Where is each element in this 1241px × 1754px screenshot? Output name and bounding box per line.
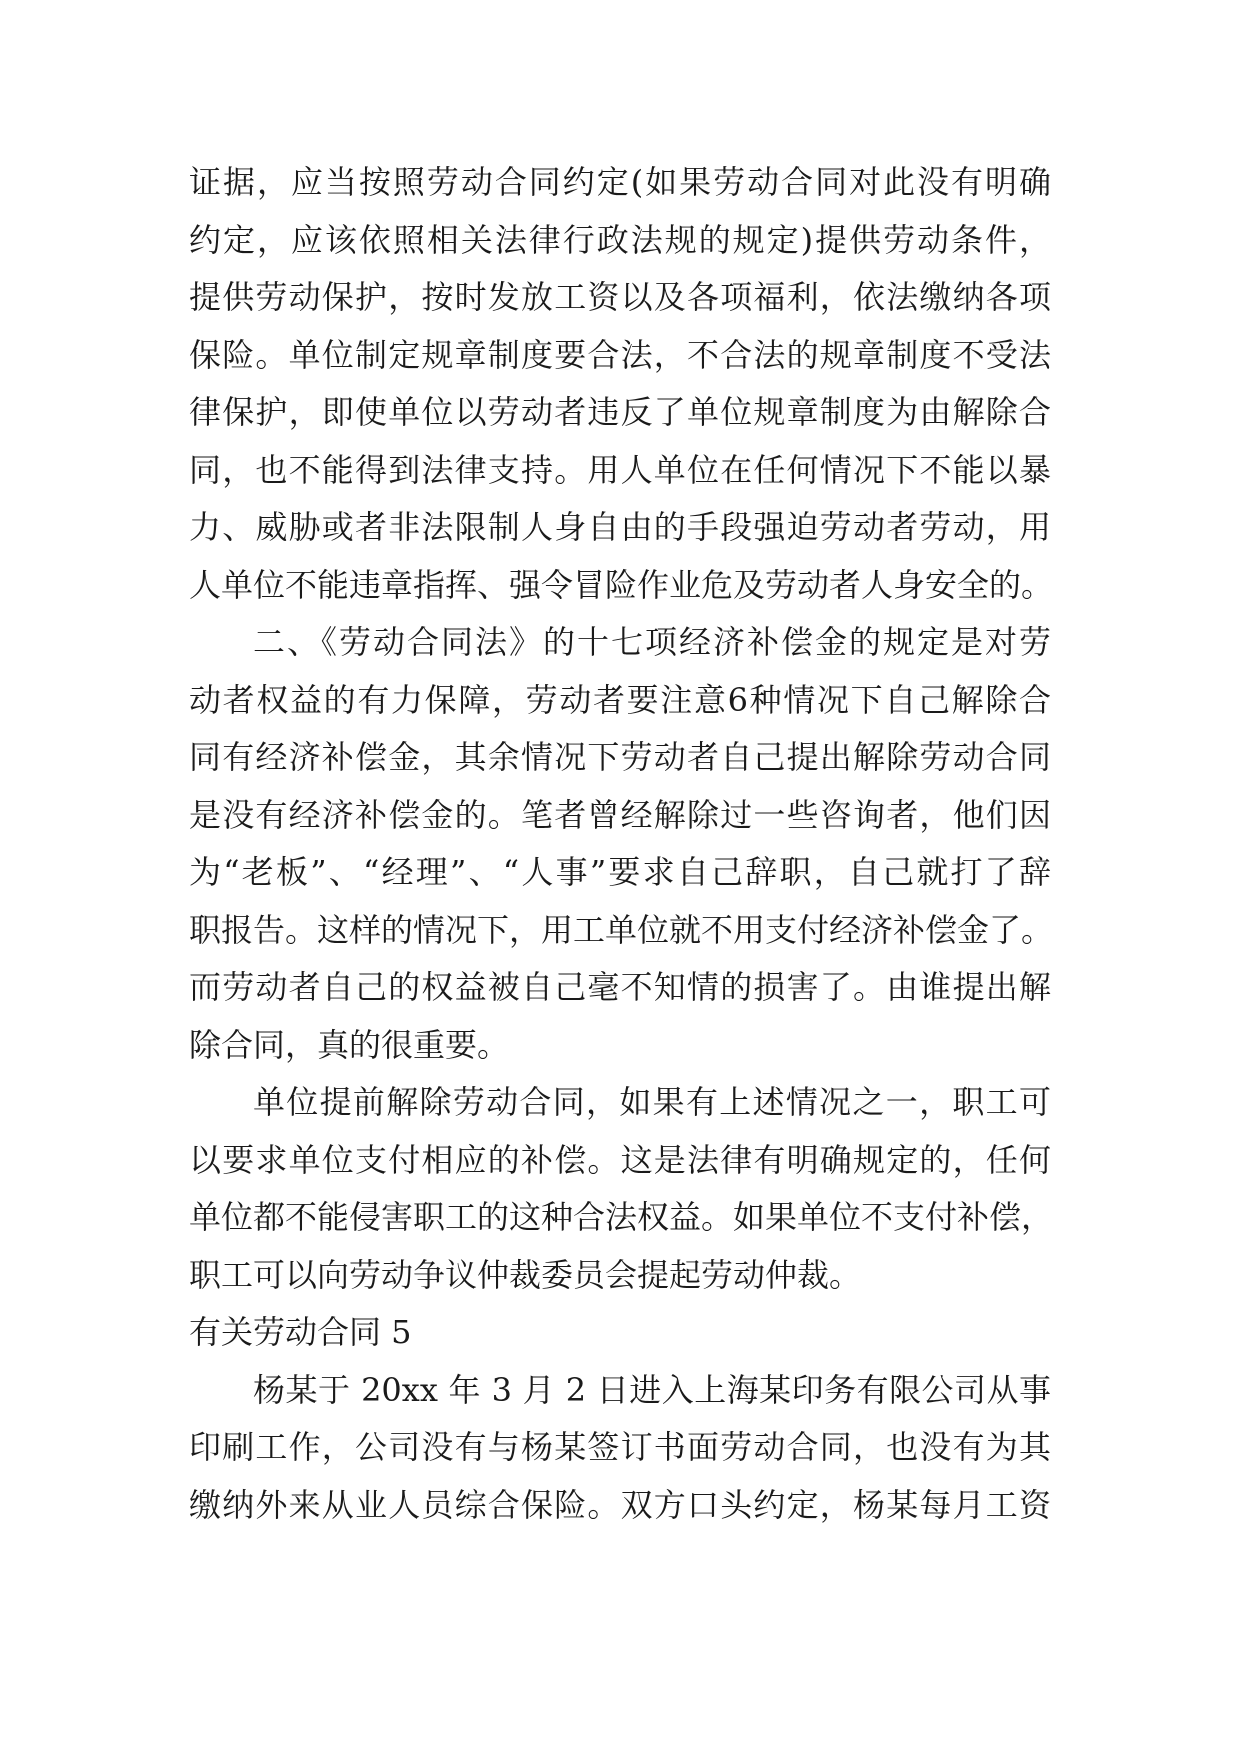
paragraph-case-yang bbox=[189, 1362, 1051, 1535]
text-line: 职报告。这样的情况下，用工单位就不用支付经济补偿金了。 bbox=[189, 910, 1054, 949]
text-line: 为“老板”、“经理”、“人事”要求自己辞职，自己就打了辞 bbox=[189, 853, 1051, 891]
text-line: 人单位不能违章指挥、强令冒险作业危及劳动者人身安全的。 bbox=[189, 565, 1054, 604]
text-line: 杨某于 20xx 年 3 月 2 日进入上海某印务有限公司从事 bbox=[253, 1370, 1051, 1409]
text-line: 提供劳动保护，按时发放工资以及各项福利，依法缴纳各项 bbox=[189, 278, 1051, 316]
text-line: 约定，应该依照相关法律行政法规的规定)提供劳动条件， bbox=[189, 220, 1051, 259]
text-line: 印刷工作，公司没有与杨某签订书面劳动合同，也没有为其 bbox=[189, 1428, 1051, 1466]
text-line: 同，也不能得到法律支持。用人单位在任何情况下不能以暴 bbox=[189, 450, 1051, 489]
text-line: 保险。单位制定规章制度要合法，不合法的规章制度不受法 bbox=[189, 335, 1051, 374]
paragraph-early-termination bbox=[189, 1074, 1054, 1304]
text-line: 是没有经济补偿金的。笔者曾经解除过一些咨询者，他们因 bbox=[189, 795, 1051, 834]
text-line: 而劳动者自己的权益被自己毫不知情的损害了。由谁提出解 bbox=[189, 968, 1051, 1006]
text-line: 证据，应当按照劳动合同约定(如果劳动合同对此没有明确 bbox=[189, 163, 1051, 201]
text-line: 同有经济补偿金，其余情况下劳动者自己提出解除劳动合同 bbox=[189, 738, 1051, 776]
paragraph-economic-compensation bbox=[189, 614, 1054, 1074]
text-line: 力、威胁或者非法限制人身自由的手段强迫劳动者劳动，用 bbox=[189, 508, 1051, 546]
text-line: 以要求单位支付相应的补偿。这是法律有明确规定的，任何 bbox=[189, 1140, 1051, 1179]
text-line: 二、《劳动合同法》的十七项经济补偿金的规定是对劳 bbox=[253, 623, 1051, 661]
text-line: 除合同，真的很重要。 bbox=[189, 1025, 510, 1064]
text-line: 单位提前解除劳动合同，如果有上述情况之一，职工可 bbox=[253, 1083, 1051, 1121]
text-line: 缴纳外来从业人员综合保险。双方口头约定，杨某每月工资 bbox=[189, 1485, 1051, 1524]
document-body bbox=[189, 154, 1054, 1534]
text-line: 律保护，即使单位以劳动者违反了单位规章制度为由解除合 bbox=[189, 393, 1051, 431]
text-line: 单位都不能侵害职工的这种合法权益。如果单位不支付补偿， bbox=[189, 1198, 1054, 1236]
text-line: 职工可以向劳动争议仲裁委员会提起劳动仲裁。 bbox=[189, 1255, 862, 1294]
text-line: 动者权益的有力保障，劳动者要注意6种情况下自己解除合 bbox=[189, 680, 1051, 719]
paragraph-contract-obligations bbox=[189, 154, 1054, 614]
section-heading: 有关劳动合同 5 bbox=[189, 1313, 412, 1351]
